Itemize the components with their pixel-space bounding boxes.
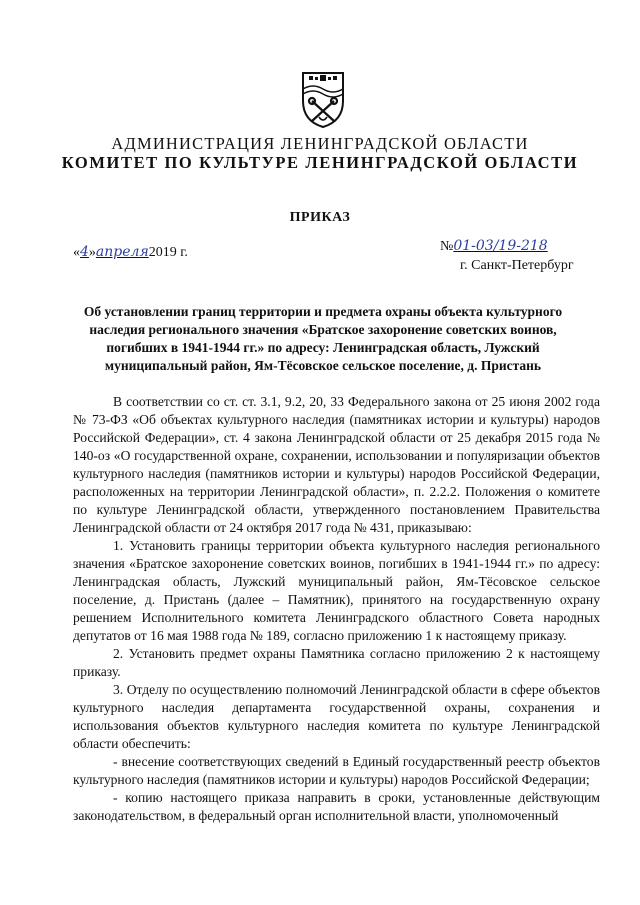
- organization-line-1: АДМИНИСТРАЦИЯ ЛЕНИНГРАДСКОЙ ОБЛАСТИ: [111, 134, 529, 153]
- preamble-paragraph: В соответствии со ст. ст. 3.1, 9.2, 20, 33 Федерального закона от 25 июня 2002 года № 73-ФЗ «Об объектах культурного наследия (памятниках истории и культуры) народов Российской Федерации», ст. 4 закона Ленинградской области от 25 декабря 2015 года № 140-оз «О государственной охране, сохранении, использовании и популяризации объектов культурного наследия (памятников истории и культуры) народов Российской Федерации, расположенных на территории Ленинградской области», п. 2.2.2. Положения о комитете по культуре Ленинградской области, утвержденного постановлением Правительства Ленинградской области от 24 октября 2017 года № 431, приказываю:: [73, 394, 600, 535]
- document-type-title: ПРИКАЗ: [289, 210, 351, 225]
- order-item-3-subitem-a: - внесение соответствующих сведений в Единый государственный реестр объектов культурного наследия (памятников истории и культуры) народов Российской Федерации;: [73, 754, 600, 787]
- document-city: г. Санкт-Петербург: [460, 258, 574, 273]
- order-item-3-subitem-b: - копию настоящего приказа направить в сроки, установленные действующим законодательством, в федеральный орган исполнительной власти, уполномоченный: [73, 790, 600, 823]
- document-date: [73, 244, 188, 261]
- date-open-quote: «: [73, 245, 80, 260]
- document-number: [440, 238, 548, 255]
- organization-line-2: КОМИТЕТ ПО КУЛЬТУРЕ ЛЕНИНГРАДСКОЙ ОБЛАСТИ: [61, 153, 579, 172]
- document-body: [73, 393, 600, 825]
- order-item-3: 3. Отделу по осуществлению полномочий Ленинградской области в сфере объектов культурного наследия департамента государственной охраны, сохранения и использования объектов культурного наследия комитета по культуре Ленинградской области обеспечить:: [73, 682, 600, 751]
- number-sign: №: [440, 239, 454, 254]
- order-item-2: 2. Установить предмет охраны Памятника согласно приложению 2 к настоящему приказу.: [73, 646, 600, 679]
- coat-of-arms-icon: [301, 71, 345, 129]
- date-close-quote: »: [88, 245, 96, 260]
- number-handwritten: 01-03/19-218: [453, 238, 548, 254]
- date-day-handwritten: 4: [80, 244, 89, 260]
- order-item-1: 1. Установить границы территории объекта культурного наследия регионального значения «Братское захоронение советских воинов, погибших в 1941-1944 гг.» по адресу: Ленинградская область, Лужский муниципальный район, Ям-Тёсовское сельское поселение, д. Пристань (далее – Памятник), принятого на государственную охрану решением Исполнительного комитета Ленинградского областного Совета народных депутатов от 16 мая 1988 года № 189, согласно приложению 1 к настоящему приказу.: [73, 538, 600, 643]
- date-year: 2019 г.: [148, 245, 188, 260]
- date-month-handwritten: апреля: [95, 244, 149, 260]
- document-subject: Об установлении границ территории и предмета охраны объекта культурного наследия регионального значения «Братское захоронение советских воинов, погибших в 1941-1944 гг.» по адресу: Ленинградская область, Лужский муниципальный район, Ям-Тёсовское сельское поселение, д. Пристань: [83, 304, 563, 373]
